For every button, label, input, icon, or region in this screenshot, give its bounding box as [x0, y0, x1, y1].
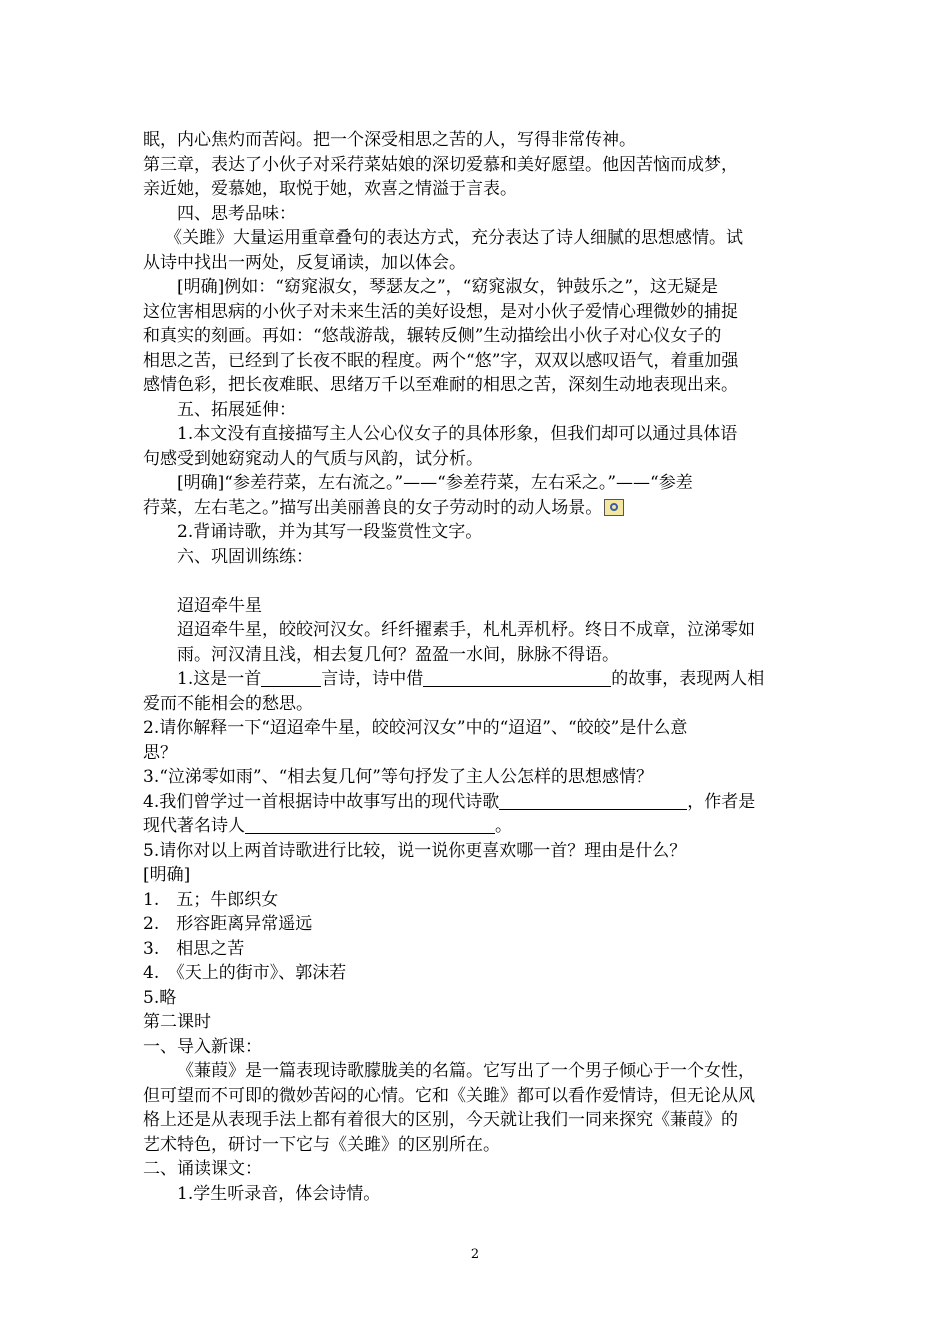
answer-item: 5.略	[143, 987, 177, 1008]
text-line: 但可望而不可即的微妙苦闷的心情。它和《关雎》都可以看作爱情诗，但无论从风	[143, 1085, 755, 1106]
text-line: 句感受到她窈窕动人的气质与风韵，试分析。	[143, 448, 483, 469]
poem-text: 雨。河汉清且浅，相去复几何？盈盈一水间，脉脉不得语。	[177, 644, 619, 665]
answer-item: 2. 形容距离异常遥远	[143, 914, 313, 934]
text-span: 1.这是一首	[177, 669, 262, 689]
text-span: 4.我们曾学过一首根据诗中故事写出的现代诗歌	[143, 791, 500, 812]
question-1	[143, 667, 811, 692]
text-line: 《蒹葭》是一篇表现诗歌朦胧美的名篇。它写出了一个男子倾心于一个女性，	[177, 1061, 755, 1081]
poem-text: 迢迢牵牛星，皎皎河汉女。纤纤擢素手，札札弄机杼。终日不成章，泣涕零如	[177, 620, 755, 640]
question-2: 2.请你解释一下“迢迢牵牛星，皎皎河汉女”中的“迢迢”、“皎皎”是什么意	[143, 718, 688, 738]
text-line: 眠，内心焦灼而苦闷。把一个深受相思之苦的人，写得非常传神。	[143, 130, 636, 150]
section-heading: 四、思考品味：	[177, 203, 296, 224]
text-line: 爱而不能相会的愁思。	[143, 693, 313, 714]
answer-blank[interactable]	[423, 669, 611, 687]
answer-blank[interactable]	[261, 669, 321, 687]
section-heading: 六、巩固训练练：	[177, 546, 313, 567]
text-line: 亲近她，爱慕她，取悦于她，欢喜之情溢于言表。	[143, 179, 517, 199]
text-line: 艺术特色，研讨一下它与《关雎》的区别所在。	[143, 1134, 500, 1155]
document-body	[143, 128, 811, 1206]
text-line: 思？	[143, 742, 177, 763]
blank-line	[143, 569, 811, 594]
answer-item: 4. 《天上的街市》、郭沫若	[143, 963, 347, 983]
section-heading: 五、拓展延伸：	[177, 399, 296, 420]
text-span: 现代著名诗人	[143, 816, 245, 836]
text-line: [明确]例如：“窈窕淑女，琴瑟友之”，“窈窕淑女，钟鼓乐之”，这无疑是	[177, 277, 719, 297]
answer-item: 3. 相思之苦	[143, 938, 245, 959]
answer-heading: [明确]	[143, 865, 191, 885]
text-span: 。	[495, 816, 512, 836]
text-line: 从诗中找出一两处，反复诵读，加以体会。	[143, 252, 466, 273]
section-heading: 一、导入新课：	[143, 1036, 262, 1057]
question-5: 5.请你对以上两首诗歌进行比较，说一说你更喜欢哪一首？理由是什么？	[143, 840, 687, 861]
text-span: 荇菜，左右芼之。”描写出美丽善良的女子劳动时的动人场景。	[143, 497, 603, 518]
text-line: 这位害相思病的小伙子对未来生活的美好设想，是对小伙子爱情心理微妙的捕捉	[143, 301, 738, 322]
text-line: 2.背诵诗歌，并为其写一段鉴赏性文字。	[177, 522, 483, 542]
question-4	[143, 790, 811, 815]
answer-blank[interactable]	[499, 792, 687, 810]
text-line: 1.学生听录音，体会诗情。	[177, 1183, 381, 1204]
page-number: 2	[470, 1247, 480, 1262]
text-line: [明确]“参差荇菜，左右流之。”——“参差荇菜，左右采之。”——“参差	[177, 473, 693, 493]
lesson-heading: 第二课时	[143, 1012, 211, 1032]
text-line: 《关雎》大量运用重章叠句的表达方式，充分表达了诗人细腻的思想感情。试	[165, 228, 743, 248]
text-line: 和真实的刻画。再如：“悠哉游哉，辗转反侧”生动描绘出小伙子对心仪女子的	[143, 326, 722, 346]
text-span: 言诗，诗中借	[321, 669, 424, 689]
text-line: 格上还是从表现手法上都有着很大的区别，今天就让我们一同来探究《蒹葭》的	[143, 1110, 738, 1130]
text-span: 的故事，表现两人相	[611, 669, 765, 689]
answer-blank[interactable]	[245, 816, 495, 834]
text-line: 第三章，表达了小伙子对采荇菜姑娘的深切爱慕和美好愿望。他因苦恼而成梦，	[143, 154, 738, 175]
note-icon[interactable]	[604, 499, 624, 516]
text-span: ，作者是	[687, 791, 756, 812]
answer-item: 1. 五；牛郎织女	[143, 889, 279, 910]
text-line: 感情色彩，把长夜难眠、思绪万千以至难耐的相思之苦，深刻生动地表现出来。	[143, 375, 738, 395]
section-heading: 二、诵读课文：	[143, 1159, 262, 1179]
question-3: 3.“泣涕零如雨”、“相去复几何”等句抒发了主人公怎样的思想感情？	[143, 767, 653, 787]
text-line: 1.本文没有直接描写主人公心仪女子的具体形象，但我们却可以通过具体语	[177, 424, 738, 444]
text-line	[143, 814, 811, 839]
text-line: 相思之苦，已经到了长夜不眠的程度。两个“悠”字，双双以感叹语气，着重加强	[143, 350, 739, 371]
poem-title: 迢迢牵牛星	[177, 595, 262, 616]
text-line	[143, 496, 811, 521]
